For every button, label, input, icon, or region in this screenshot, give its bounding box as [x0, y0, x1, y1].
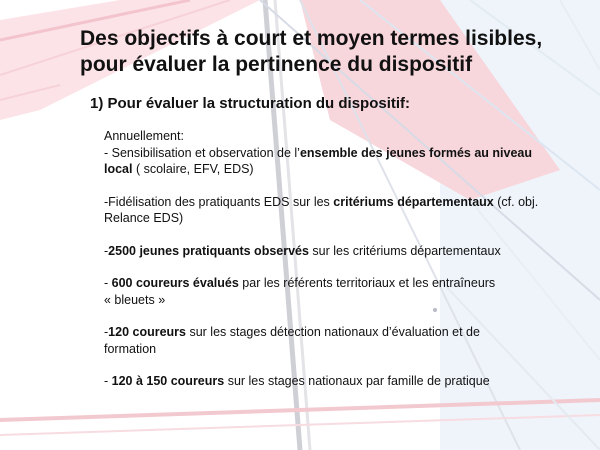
bold-run: critériums départementaux	[333, 194, 494, 209]
text-run: -	[104, 243, 109, 258]
bold-run: 120 coureurs	[108, 325, 186, 339]
text-run: ( scolaire, EFV, EDS)	[132, 162, 254, 176]
bold-run: 120 à 150 coureurs	[111, 374, 225, 388]
bullet-5	[104, 324, 564, 357]
bold-run: 2500 jeunes pratiquants observés	[108, 243, 309, 258]
text-run: par les référents territoriaux et les entraîneurs	[238, 276, 496, 290]
bullet-3	[104, 243, 564, 260]
intro-label: Annuellement:	[104, 129, 184, 143]
text-run: - Sensibilisation et observation de l’	[104, 145, 300, 160]
bullet-4	[104, 275, 564, 308]
text-run: -	[104, 325, 109, 339]
text-run: sur les stages nationaux par famille de pratique	[224, 374, 490, 388]
bullet-1-cont	[104, 161, 564, 178]
text-run: -	[104, 276, 112, 290]
section-heading: 1) Pour évaluer la structuration du dispositif:	[90, 95, 411, 112]
bullet-6	[104, 373, 564, 390]
title-line-1: Des objectifs à court et moyen termes lisibles,	[80, 27, 543, 50]
bold-run: ensemble des jeunes formés au niveau	[299, 145, 532, 160]
title-line-2: pour évaluer la pertinence du dispositif	[80, 53, 473, 76]
text-run: -Fidélisation des pratiquants EDS sur les	[104, 194, 334, 209]
bullet-2-line-1	[104, 194, 564, 211]
text-run: sur les stages détection nationaux d’évaluation et de	[186, 325, 480, 339]
text-run: sur les critériums départementaux	[308, 243, 501, 258]
bullet-2-line-2: Relance EDS)	[104, 211, 184, 225]
intro-block	[104, 128, 564, 178]
bullet-1	[104, 145, 564, 162]
bullet-4-line-2: « bleuets »	[104, 292, 166, 307]
text-run: -	[104, 374, 112, 388]
bullet-5-line-2: formation	[104, 341, 157, 356]
bullet-5-line-1	[104, 324, 564, 341]
slide-title	[80, 26, 580, 78]
bullet-4-line-1	[104, 275, 564, 292]
bold-run: local	[104, 162, 133, 176]
bullet-2	[104, 194, 564, 227]
text-run: (cf. obj.	[493, 194, 539, 209]
bold-run: 600 coureurs évalués	[111, 276, 239, 290]
slide-body	[104, 128, 564, 406]
